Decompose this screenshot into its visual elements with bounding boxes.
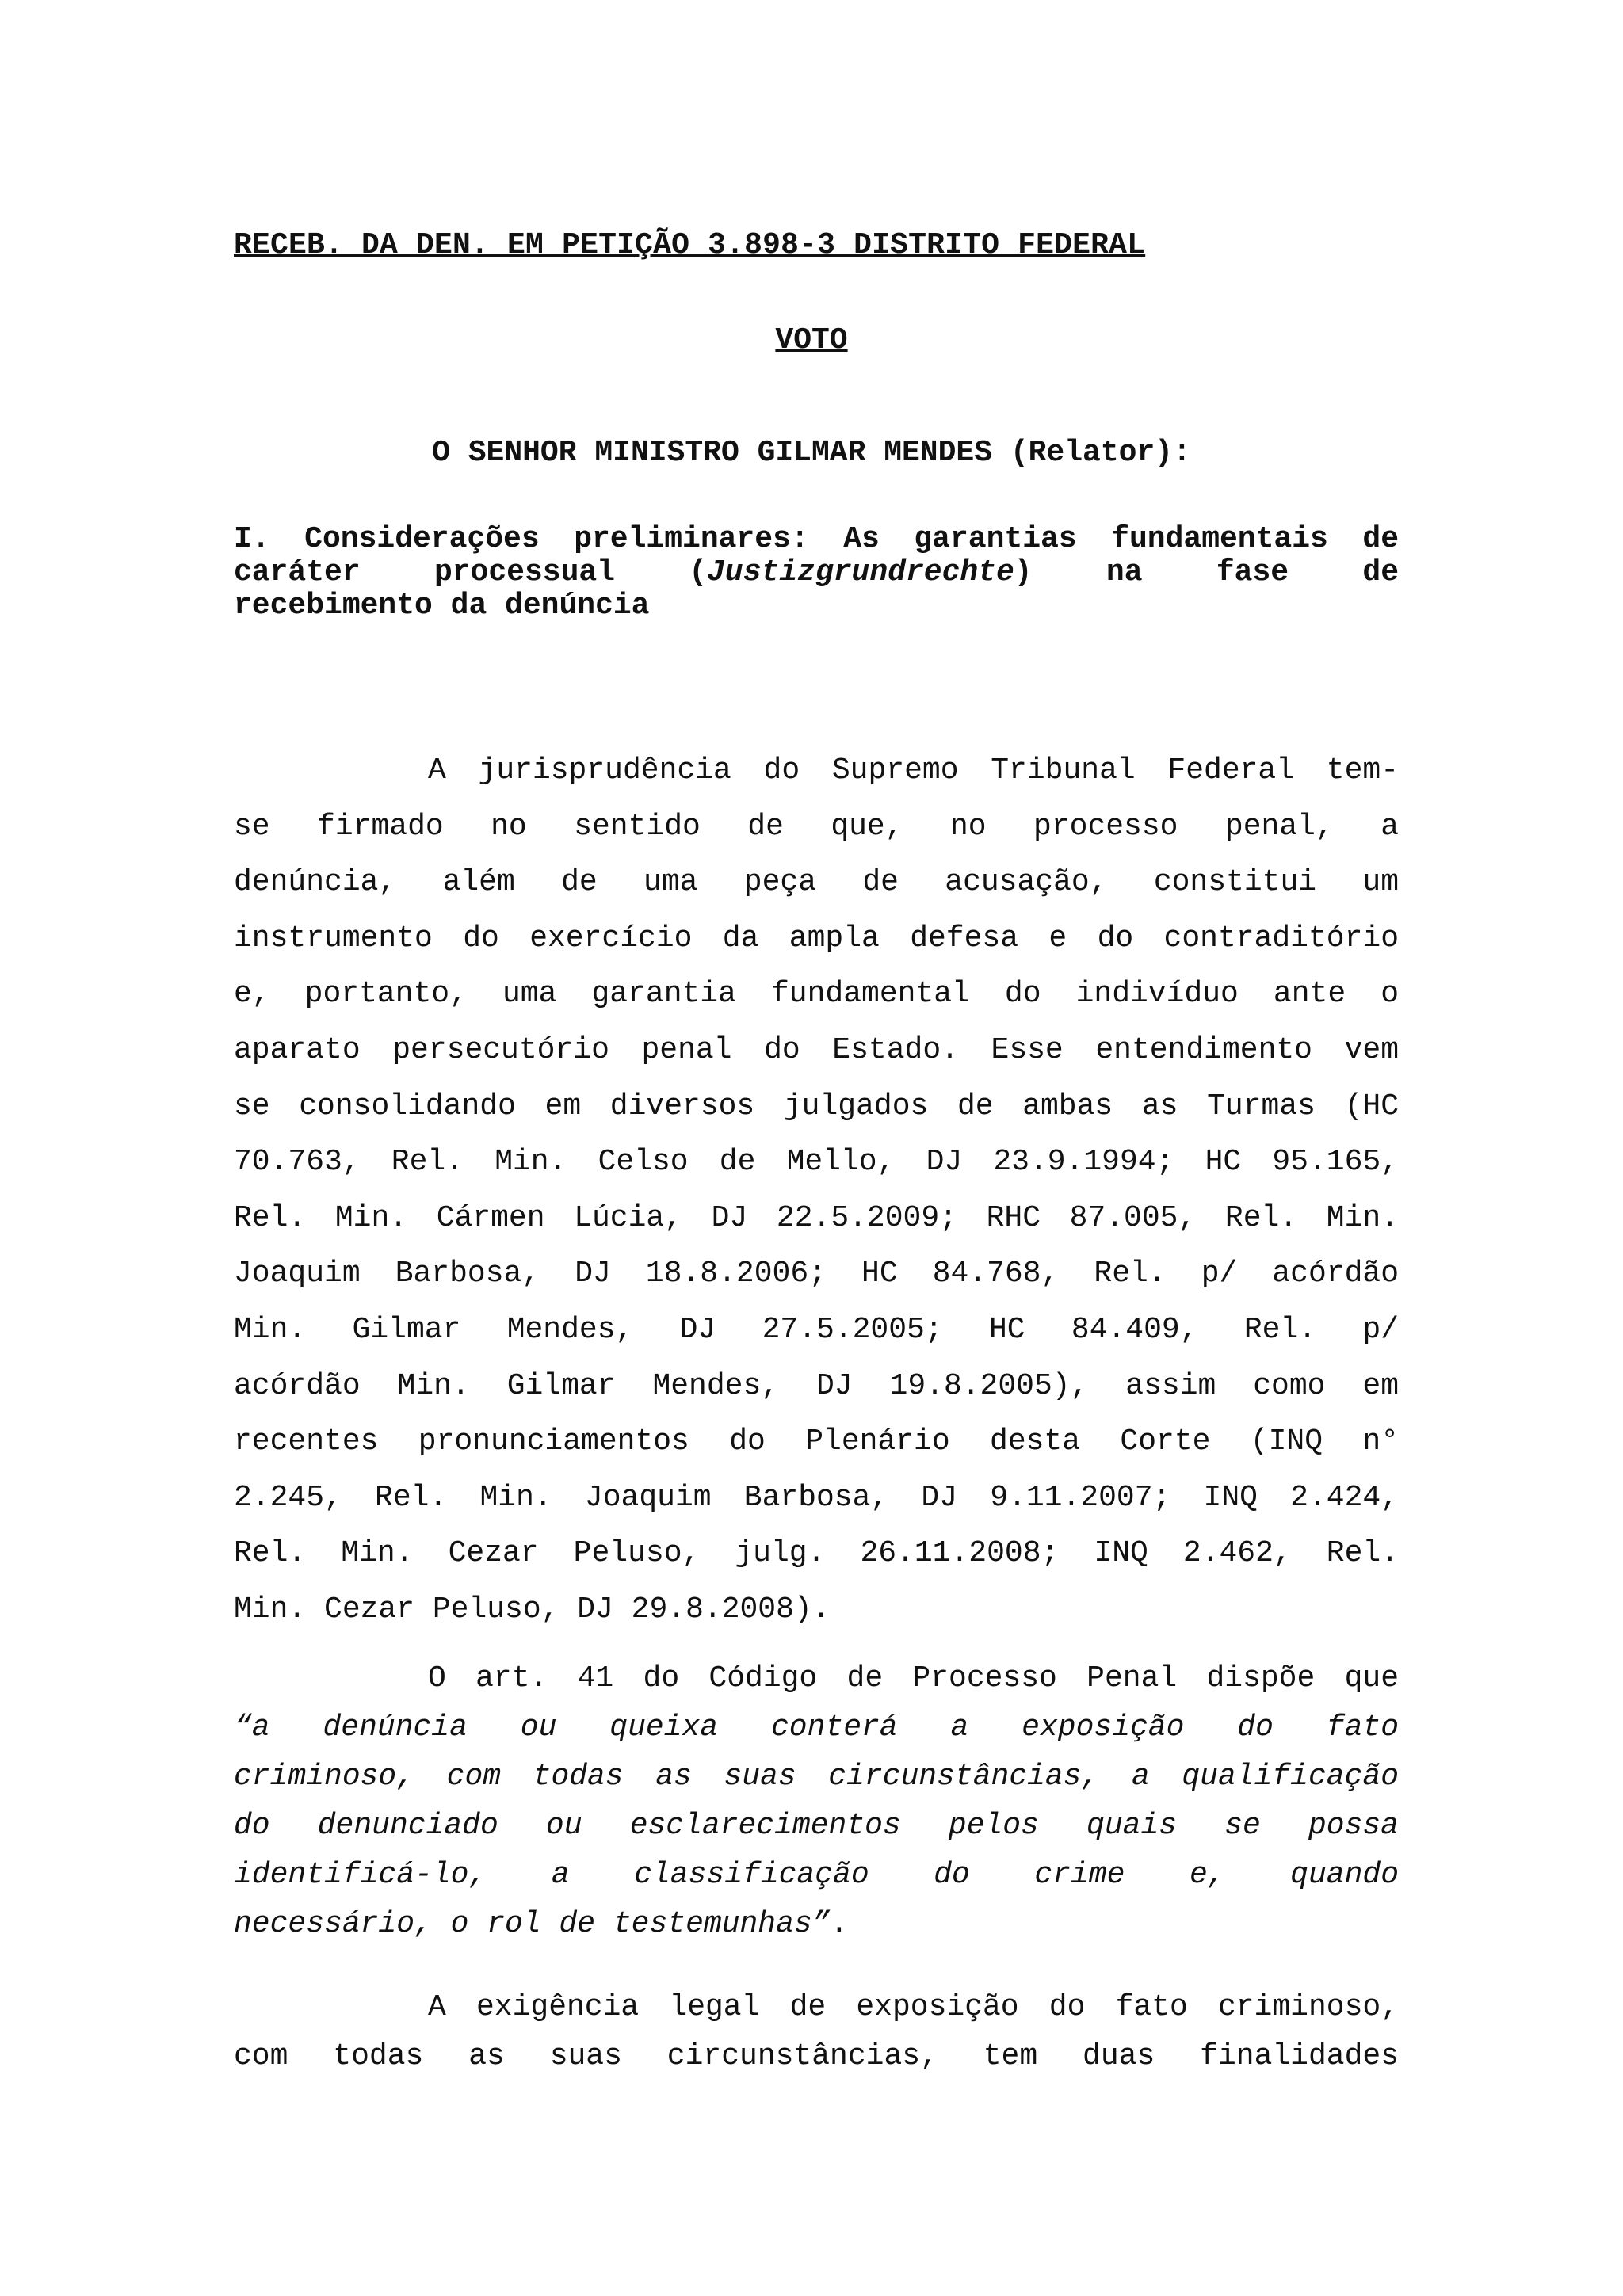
paragraph-line: instrumento do exercício da ampla defesa e do contraditório [234,921,1399,955]
heading-line-3: recebimento da denúncia [234,589,650,623]
paragraph-3 [234,1983,1399,2081]
section-heading [234,523,1399,623]
heading-text: caráter processual ( [234,556,708,589]
paragraph-line: 70.763, Rel. Min. Celso de Mello, DJ 23.9.1994; HC 95.165, [234,1145,1399,1180]
paragraph-line: A exigência legal de exposição do fato criminoso, [428,1990,1399,2024]
paragraph-line: acórdão Min. Gilmar Mendes, DJ 19.8.2005), assim como em [234,1368,1399,1403]
paragraph-line: A jurisprudência do Supremo Tribunal Federal tem- [428,753,1399,788]
heading-line-1: I. Considerações preliminares: As garantias fundamentais de [234,523,1399,556]
paragraph-line: Rel. Min. Cármen Lúcia, DJ 22.5.2009; RHC 87.005, Rel. Min. [234,1200,1399,1235]
quote-line: “a denúncia ou queixa conterá a exposição do fato [234,1711,1399,1745]
quote-line: criminoso, com todas as suas circunstâncias, a qualificação [234,1760,1399,1794]
paragraph-line: se firmado no sentido de que, no processo penal, a [234,809,1399,844]
heading-line-2 [234,556,1399,589]
speaker-line: O SENHOR MINISTRO GILMAR MENDES (Relator): [432,436,1191,470]
heading-text: ) na fase de [1014,556,1399,589]
paragraph-line: se consolidando em diversos julgados de ambas as Turmas (HC [234,1089,1399,1123]
heading-italic-term: Justizgrundrechte [707,556,1014,589]
section-title-voto: VOTO [775,323,848,357]
paragraph-line: Min. Cezar Peluso, DJ 29.8.2008). [234,1592,831,1627]
paragraph-line: e, portanto, uma garantia fundamental do indivíduo ante o [234,977,1399,1012]
paragraph-2 [234,1654,1399,1949]
quote-text: necessário, o rol de testemunhas” [234,1907,831,1941]
paragraph-line: Min. Gilmar Mendes, DJ 27.5.2005; HC 84.409, Rel. p/ [234,1312,1399,1347]
quote-end-punctuation: . [830,1907,849,1941]
paragraph-line: recentes pronunciamentos do Plenário desta Corte (INQ n° [234,1425,1399,1459]
quote-line-last [234,1900,1399,1949]
paragraph-line: Rel. Min. Cezar Peluso, julg. 26.11.2008; INQ 2.462, Rel. [234,1536,1399,1571]
paragraph-line: 2.245, Rel. Min. Joaquim Barbosa, DJ 9.11.2007; INQ 2.424, [234,1480,1399,1515]
paragraph-1 [234,743,1399,1638]
paragraph-line: com todas as suas circunstâncias, tem duas finalidades [234,2039,1399,2073]
quote-line: identificá-lo, a classificação do crime e, quando [234,1858,1399,1892]
document-title: RECEB. DA DEN. EM PETIÇÃO 3.898-3 DISTRITO FEDERAL [234,228,1146,262]
paragraph-line: aparato persecutório penal do Estado. Esse entendimento vem [234,1032,1399,1067]
paragraph-line: Joaquim Barbosa, DJ 18.8.2006; HC 84.768, Rel. p/ acórdão [234,1257,1399,1291]
paragraph-line: denúncia, além de uma peça de acusação, constitui um [234,865,1399,900]
quote-line: do denunciado ou esclarecimentos pelos quais se possa [234,1809,1399,1843]
paragraph-line: O art. 41 do Código de Processo Penal dispõe que [428,1661,1399,1695]
